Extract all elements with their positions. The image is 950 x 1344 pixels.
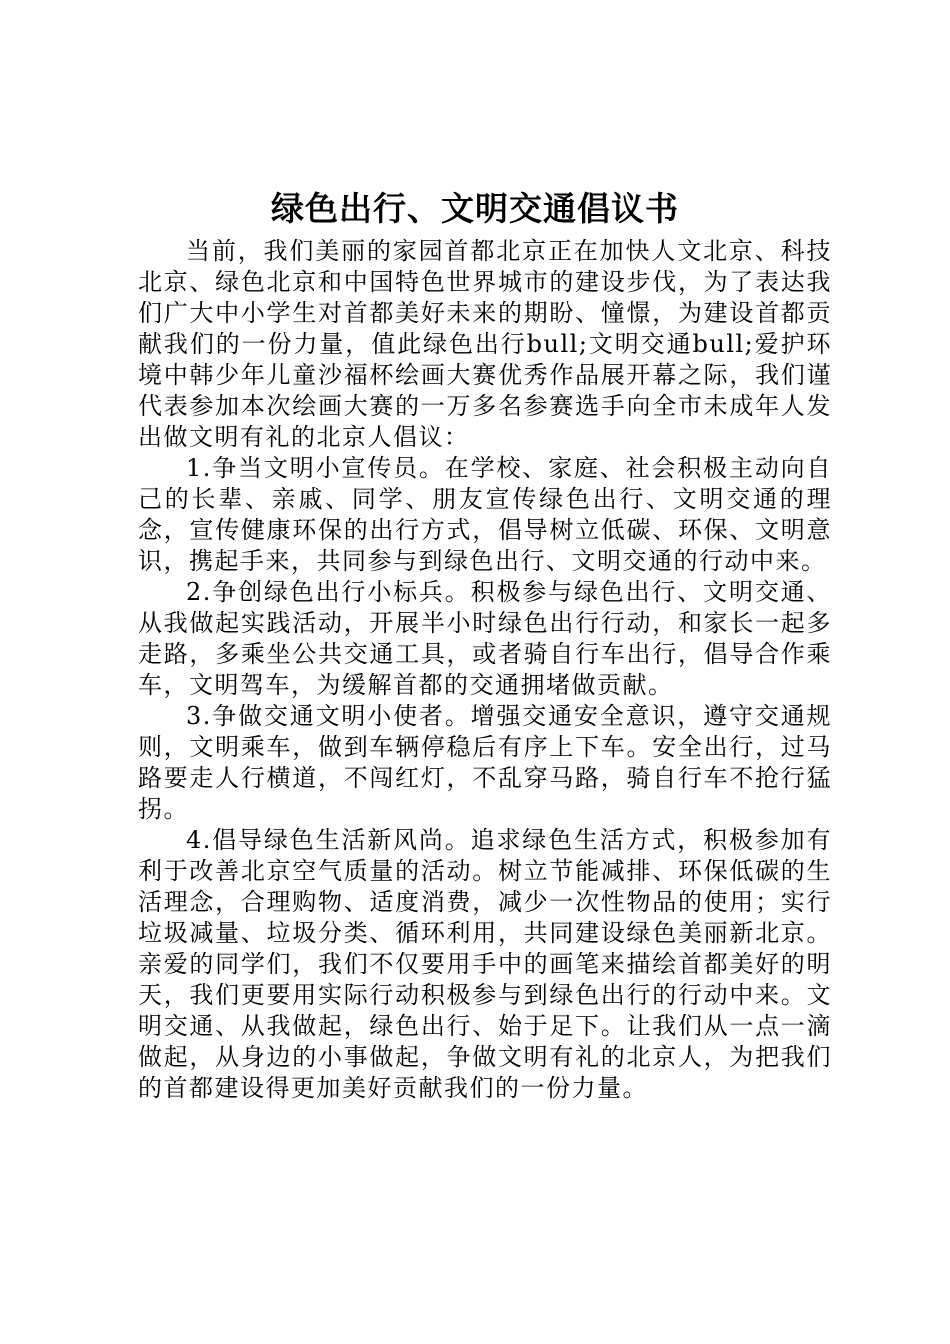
item-paragraph-3: 3.争做交通文明小使者。增强交通安全意识，遵守交通规则，文明乘车，做到车辆停稳后有序上下车。安全出行，过马路要走人行横道，不闯红灯，不乱穿马路，骑自行车不抢行猛拐。 bbox=[138, 702, 832, 823]
item-paragraph-2: 2.争创绿色出行小标兵。积极参与绿色出行、文明交通、从我做起实践活动，开展半小时绿色出行行动，和家长一起多走路，多乘坐公共交通工具，或者骑自行车出行，倡导合作乘车，文明驾车，为缓解首都的交通拥堵做贡献。 bbox=[138, 578, 832, 699]
document-body bbox=[138, 236, 832, 1104]
intro-paragraph: 当前，我们美丽的家园首都北京正在加快人文北京、科技北京、绿色北京和中国特色世界城市的建设步伐，为了表达我们广大中小学生对首都美好未来的期盼、憧憬，为建设首都贡献我们的一份力量，值此绿色出行bull;文明交通bull;爱护环境中韩少年儿童沙福杯绘画大赛优秀作品展开幕之际，我们谨代表参加本次绘画大赛的一万多名参赛选手向全市未成年人发出做文明有礼的北京人倡议： bbox=[138, 237, 832, 451]
item-paragraph-1: 1.争当文明小宣传员。在学校、家庭、社会积极主动向自己的长辈、亲戚、同学、朋友宣传绿色出行、文明交通的理念，宣传健康环保的出行方式，倡导树立低碳、环保、文明意识，携起手来，共同参与到绿色出行、文明交通的行动中来。 bbox=[138, 454, 832, 575]
item-paragraph-4: 4.倡导绿色生活新风尚。追求绿色生活方式，积极参加有利于改善北京空气质量的活动。树立节能减排、环保低碳的生活理念，合理购物、适度消费，减少一次性物品的使用；实行垃圾减量、垃圾分类、循环利用，共同建设绿色美丽新北京。亲爱的同学们，我们不仅要用手中的画笔来描绘首都美好的明天，我们更要用实际行动积极参与到绿色出行的行动中来。文明交通、从我做起，绿色出行、始于足下。让我们从一点一滴做起，从身边的小事做起，争做文明有礼的北京人，为把我们的首都建设得更加美好贡献我们的一份力量。 bbox=[138, 826, 832, 1102]
document-title: 绿色出行、文明交通倡议书 bbox=[271, 189, 679, 228]
